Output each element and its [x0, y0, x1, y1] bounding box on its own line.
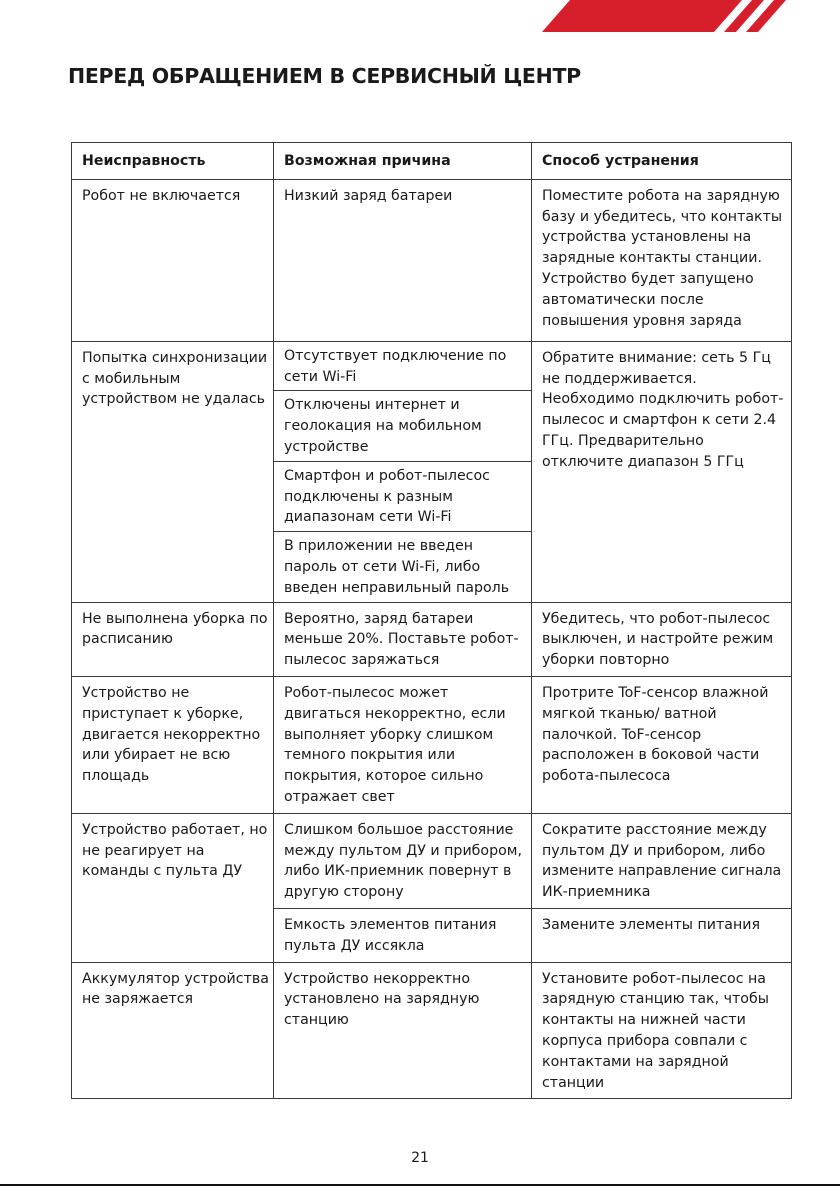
- problem-cell: Устройство не приступает к уборке, двигается некорректно или убирает не всю площадь: [72, 676, 274, 813]
- problem-cell: Устройство работает, но не реагирует на команды с пульта ДУ: [72, 813, 274, 962]
- cause-item: Смартфон и робот-пылесос подключены к разным диапазонам сети Wi-Fi: [274, 462, 531, 532]
- solution-cell: Обратите внимание: сеть 5 Гц не поддерживается. Необходимо подключить робот-пылесос и смартфон к сети 2.4 ГГц. Предварительно отключите диапазон 5 ГГц: [532, 341, 792, 602]
- problem-cell: Попытка синхронизации с мобильным устройством не удалась: [72, 341, 274, 602]
- page-number: 21: [411, 1150, 429, 1166]
- cause-cell-group: [274, 341, 532, 602]
- problem-cell: Не выполнена уборка по расписанию: [72, 602, 274, 676]
- cause-item: Отключены интернет и геолокация на мобильном устройстве: [274, 391, 531, 461]
- solution-cell: Протрите ToF-сенсор влажной мягкой тканью/ ватной палочкой. ToF-сенсор расположен в боковой части робота-пылесоса: [532, 676, 792, 813]
- cause-cell: Низкий заряд батареи: [274, 179, 532, 341]
- table-header-row: [72, 143, 792, 180]
- solution-cell: Убедитесь, что робот-пылесос выключен, и настройте режим уборки повторно: [532, 602, 792, 676]
- cause-cell: Емкость элементов питания пульта ДУ иссякла: [274, 908, 532, 962]
- table-row: [72, 341, 792, 602]
- red-stripes-decoration: [510, 0, 810, 32]
- solution-cell: Замените элементы питания: [532, 908, 792, 962]
- table-row: [72, 676, 792, 813]
- table-row: [72, 813, 792, 908]
- header-solution: Способ устранения: [532, 143, 792, 180]
- cause-item: Отсутствует подключение по сети Wi-Fi: [274, 342, 531, 392]
- solution-cell: Поместите робота на зарядную базу и убедитесь, что контакты устройства установлены на зарядные контакты станции. Устройство будет запущено автоматически после повышения уровня заряда: [532, 179, 792, 341]
- solution-cell: Установите робот-пылесос на зарядную станцию так, чтобы контакты на нижней части корпуса прибора совпали с контактами на зарядной станции: [532, 962, 792, 1099]
- cause-cell: Слишком большое расстояние между пультом ДУ и прибором, либо ИК-приемник повернут в другую сторону: [274, 813, 532, 908]
- problem-cell: Аккумулятор устройства не заряжается: [72, 962, 274, 1099]
- solution-cell: Сократите расстояние между пультом ДУ и прибором, либо измените направление сигнала ИК-приемника: [532, 813, 792, 908]
- table-row: [72, 962, 792, 1099]
- problem-cell: Робот не включается: [72, 179, 274, 341]
- bottom-rule: [0, 1184, 840, 1186]
- page-title: ПЕРЕД ОБРАЩЕНИЕМ В СЕРВИСНЫЙ ЦЕНТР: [68, 64, 581, 88]
- header-cause: Возможная причина: [274, 143, 532, 180]
- cause-cell: Устройство некорректно установлено на зарядную станцию: [274, 962, 532, 1099]
- troubleshooting-table: [71, 142, 792, 1099]
- table-row: [72, 179, 792, 341]
- cause-cell: Вероятно, заряд батареи меньше 20%. Поставьте робот-пылесос заряжаться: [274, 602, 532, 676]
- table-row: [72, 602, 792, 676]
- cause-cell: Робот-пылесос может двигаться некорректно, если выполняет уборку слишком темного покрытия или покрытия, которое сильно отражает свет: [274, 676, 532, 813]
- red-stripe-large: [542, 0, 742, 32]
- header-problem: Неисправность: [72, 143, 274, 180]
- cause-item: В приложении не введен пароль от сети Wi-Fi, либо введен неправильный пароль: [284, 538, 510, 596]
